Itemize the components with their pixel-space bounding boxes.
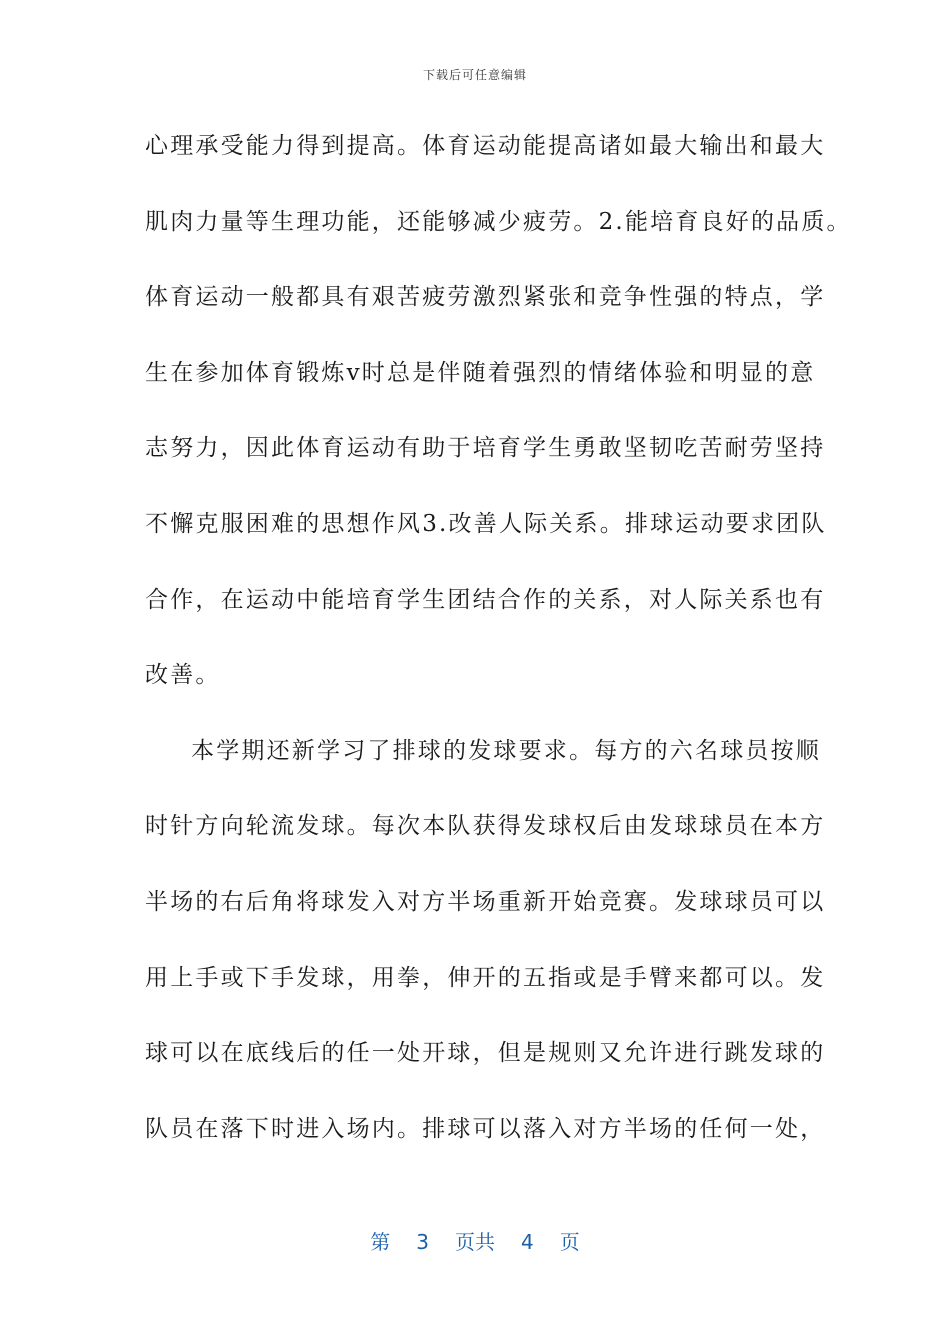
header-note: 下载后可任意编辑	[422, 68, 527, 82]
text-line: 合作，在运动中能培育学生团结合作的关系，对人际关系也有	[145, 586, 826, 613]
text-line: 志努力，因此体育运动有助于培育学生勇敢坚韧吃苦耐劳坚持	[145, 435, 826, 462]
text-line: 改善。	[145, 662, 221, 689]
text-line: 肌肉力量等生理功能，还能够减少疲劳。2.能培育良好的品质。	[145, 208, 852, 235]
text-line: 半场的右后角将球发入对方半场重新开始竞赛。发球球员可以	[145, 888, 826, 915]
footer-suffix: 页	[559, 1230, 580, 1254]
text-line: 体育运动一般都具有艰苦疲劳激烈紧张和竞争性强的特点，学	[145, 284, 826, 311]
text-line: 生在参加体育锻炼v时总是伴随着强烈的情绪体验和明显的意	[145, 359, 816, 386]
text-line: 时针方向轮流发球。每次本队获得发球权后由发球球员在本方	[145, 813, 826, 840]
text-line: 心理承受能力得到提高。体育运动能提高诸如最大输出和最大	[145, 133, 826, 159]
paragraph-start-line: 本学期还新学习了排球的发球要求。每方的六名球员按顺	[191, 737, 821, 764]
body-text	[145, 120, 852, 1178]
page-footer	[0, 1226, 950, 1255]
footer-prefix: 第	[370, 1230, 391, 1254]
text-line: 队员在落下时进入场内。排球可以落入对方半场的任何一处，	[145, 1115, 826, 1142]
text-line: 不懈克服困难的思想作风3.改善人际关系。排球运动要求团队	[145, 510, 827, 537]
footer-total-pages: 4	[521, 1230, 534, 1254]
footer-current-page: 3	[416, 1230, 429, 1254]
footer-middle: 页共	[455, 1230, 495, 1254]
text-line: 球可以在底线后的任一处开球，但是规则又允许进行跳发球的	[145, 1040, 826, 1067]
text-line: 用上手或下手发球，用拳，伸开的五指或是手臂来都可以。发	[145, 964, 826, 991]
